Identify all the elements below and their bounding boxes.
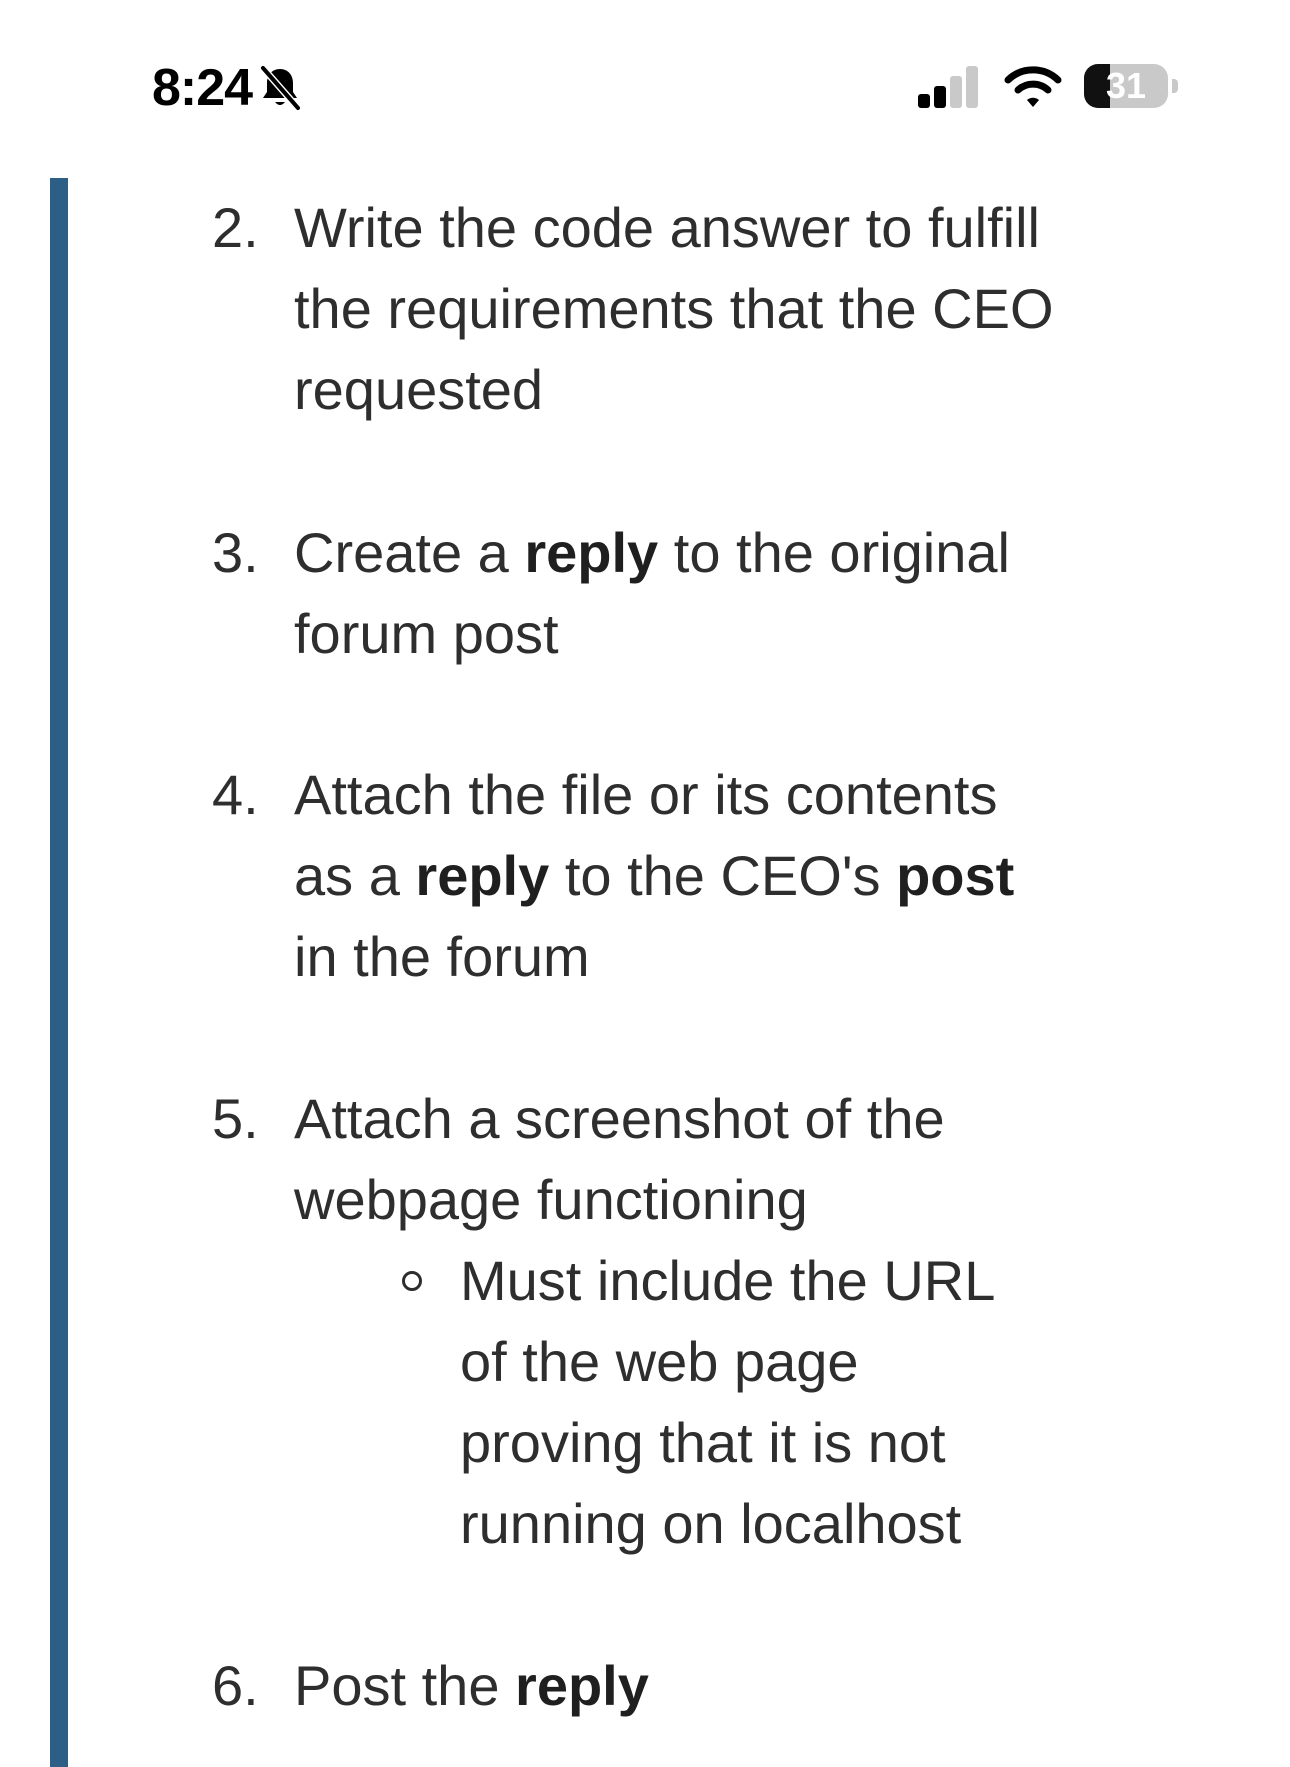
status-bar bbox=[0, 0, 1290, 150]
text-segment: Post the bbox=[294, 1654, 516, 1717]
list-item-text bbox=[294, 512, 1054, 674]
battery-icon bbox=[1084, 64, 1180, 110]
bell-slash-icon bbox=[258, 64, 302, 112]
text-segment: Write the code answer to fulfill the requirements that the CEO requested bbox=[294, 196, 1054, 421]
list-item-text bbox=[294, 187, 1054, 430]
bold-text: reply bbox=[515, 1654, 649, 1717]
bold-text: post bbox=[896, 844, 1015, 907]
blockquote-bar bbox=[50, 178, 68, 1767]
list-item-4 bbox=[212, 754, 1112, 997]
bold-text: reply bbox=[415, 844, 550, 907]
bold-text: reply bbox=[524, 521, 659, 584]
wifi-icon bbox=[1004, 64, 1062, 110]
list-item-3 bbox=[212, 512, 1112, 674]
list-item-6 bbox=[212, 1645, 1112, 1726]
list-number: 2. bbox=[212, 196, 259, 259]
text-segment: to the CEO's bbox=[549, 844, 897, 907]
list-item-5 bbox=[212, 1078, 1112, 1240]
text-segment: in the forum bbox=[294, 925, 590, 988]
cellular-signal-icon bbox=[916, 64, 982, 110]
list-item-text bbox=[294, 1645, 1054, 1726]
text-segment: Attach the file or its contents as a bbox=[294, 763, 998, 907]
list-item-text bbox=[294, 754, 1054, 997]
list-number: 3. bbox=[212, 521, 259, 584]
status-time: 8:24 bbox=[152, 59, 253, 117]
text-segment: Create a bbox=[294, 521, 525, 584]
battery-tip bbox=[1172, 79, 1178, 93]
time-group bbox=[152, 60, 302, 116]
text-segment: to the original forum post bbox=[294, 521, 1010, 665]
text-segment: Attach a screenshot of the webpage functioning bbox=[294, 1087, 945, 1231]
list-number: 5. bbox=[212, 1087, 259, 1150]
list-item-2 bbox=[212, 187, 1112, 430]
hollow-bullet-icon bbox=[398, 1240, 460, 1564]
battery-level: 31 bbox=[1105, 65, 1147, 106]
list-item-text bbox=[294, 1078, 1054, 1240]
sub-list-item-text: Must include the URL of the web page proving that it is not running on localhost bbox=[460, 1249, 994, 1555]
list-number: 6. bbox=[212, 1654, 259, 1717]
battery-body bbox=[1084, 64, 1168, 108]
sub-list-item bbox=[398, 1240, 1098, 1564]
list-number: 4. bbox=[212, 763, 259, 826]
